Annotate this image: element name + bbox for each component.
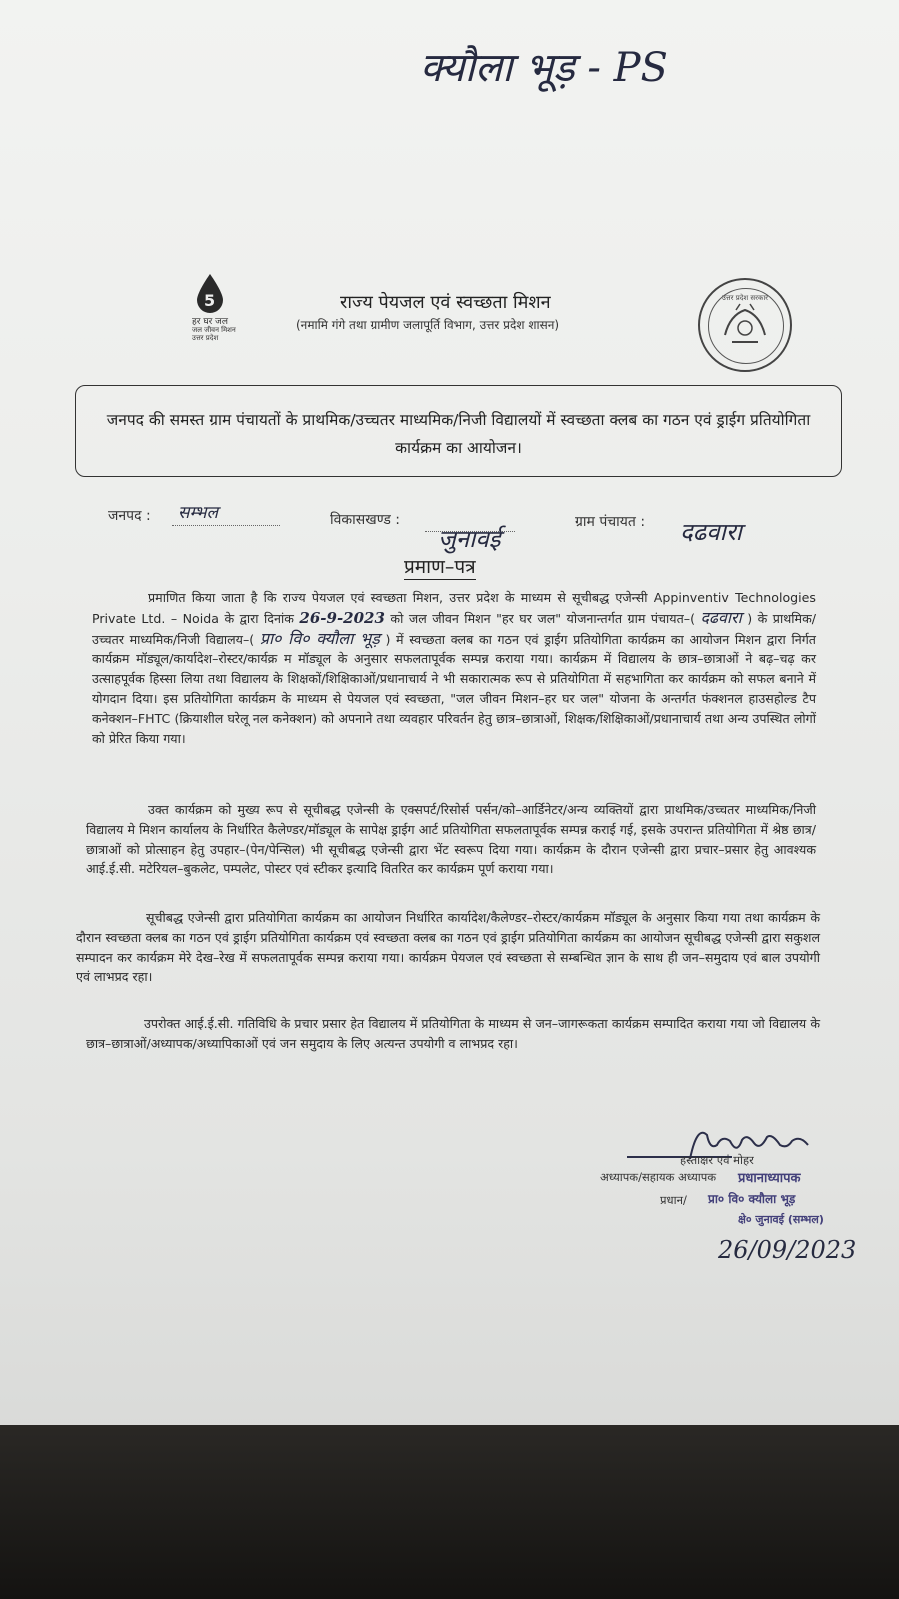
subject-box: जनपद की समस्त ग्राम पंचायतों के प्राथमिक/उच्चतर माध्यमिक/निजी विद्यालयों में स्वच्छता क्लब का गठन एवं ड्राईग प्रतियोगिता कार्यक्रम का आयोजन। [75, 385, 842, 477]
para1-text-b: को जल जीवन मिशन "हर घर जल" योजनान्तर्गत ग्राम पंचायत–( [390, 610, 695, 626]
gram-panchayat-label: ग्राम पंचायत : [575, 514, 646, 530]
janpad-label: जनपद : [108, 508, 151, 524]
vikaskhand-value: जुनावई [438, 525, 501, 553]
para1-text-d: ) में स्वच्छता क्लब का गठन एवं ड्राईग प्रतियोगिता कार्यक्रम का आयोजन मिशन द्वारा निर्गत कार्यक्रम मॉड्यूल/कार्यादेश–रोस्टर/कार्यक्र म मॉड्यूल के अनुसार सफलतापूर्वक सम्पन्न कराया गया। कार्यक्रम में विद्यालय के छात्र–छात्राओं ने बढ़–चढ़ कर उत्साहपूर्वक हिस्सा लिया तथा विद्यालय के शिक्षकों/शिक्षिकाओं/प्रधानाचार्य ने भी सकारात्मक रूप से प्रतियोगिता में सहभागिता कर कार्यक्रम को सफल बनाने में योगदान दिया। इस प्रतियोगिता कार्यक्रम के माध्यम से पेयजल एवं स्वच्छता, "जल जीवन मिशन–हर घर जल" योजना के अन्तर्गत फंक्शनल हाउसहोल्ड टैप कनेक्शन–FHTC (क्रियाशील घरेलू नल कनेक्शन) को अपनाने तथा व्यवहार परिवर्तन हेतु छात्र–छात्राओं, शिक्षक/शिक्षिकाओं/प्रधानाचार्य तथा अन्य उपस्थित लोगों को प्रेरित किया गया। [92, 631, 816, 746]
gram-panchayat-handwritten: दढवारा [700, 607, 742, 627]
logo-line-1: हर घर जल [192, 317, 228, 327]
principal-label: प्रधान/ [660, 1193, 687, 1207]
paragraph-1 [92, 588, 816, 748]
janpad-line [172, 524, 280, 526]
handwritten-header: क्यौला भूड़ - PS [420, 45, 668, 91]
school-name-handwritten: प्रा० वि० क्यौला भूड़ [259, 628, 380, 648]
seal-label: हस्ताक्षर एवं मोहर [680, 1153, 754, 1167]
stamp-headmaster: प्रधानाध्यापक [738, 1171, 801, 1186]
event-date-handwritten: 26-9-2023 [299, 608, 385, 627]
paragraph-4: उपरोक्त आई.ई.सी. गतिविधि के प्रचार प्रसार हेत विद्यालय में प्रतियोगिता के माध्यम से जन–जागरूकता कार्यक्रम सम्पादित कराया गया जो विद्यालय के छात्र–छात्राओं/अध्यापक/अध्यापिकाओं एवं जन समुदाय के लिए अत्यन्त उपयोगी व लाभप्रद रहा। [86, 1016, 820, 1051]
gram-panchayat-value: दढवारा [680, 518, 742, 546]
para1-text-a: प्रमाणित किया जाता है कि राज्य पेयजल एवं स्वच्छता मिशन, उत्तर प्रदेश के माध्यम से सूचीबद्ध एजेन्सी Appinventiv Technologies Private Ltd. – Noida के द्वारा दिनांक [92, 590, 816, 626]
para1-text-c: ) के प्राथमिक/उच्चतर माध्यमिक/निजी विद्यालय–( [92, 610, 816, 647]
certificate-title: प्रमाण–पत्र [404, 556, 476, 578]
stamp-school: प्रा० वि० क्यौला भूड़ [708, 1192, 796, 1206]
water-drop-logo-icon [193, 272, 227, 314]
janpad-value: सम्भल [178, 503, 219, 523]
department-title: राज्य पेयजल एवं स्वच्छता मिशन [340, 292, 551, 313]
teacher-label: अध्यापक/सहायक अध्यापक [600, 1170, 717, 1184]
up-government-seal-icon [698, 278, 792, 372]
logo-line-3: उत्तर प्रदेश [192, 334, 219, 342]
vikaskhand-label: विकासखण्ड : [330, 512, 401, 528]
seal-text: उत्तर प्रदेश सरकार [721, 294, 769, 302]
dark-background [0, 1425, 899, 1599]
logo-left-text [192, 318, 252, 342]
svg-text:5: 5 [204, 291, 216, 310]
signature-date: 26/09/2023 [718, 1236, 857, 1264]
department-subtitle: (नमामि गंगे तथा ग्रामीण जलापूर्ति विभाग, उत्तर प्रदेश शासन) [296, 318, 560, 332]
logo-line-2: जल जीवन मिशन [192, 326, 236, 334]
stamp-block: क्षे० जुनावई (सम्भल) [738, 1213, 824, 1226]
paragraph-3: सूचीबद्ध एजेन्सी द्वारा प्रतियोगिता कार्यक्रम का आयोजन निर्धारित कार्यादेश/कैलेण्डर–रोस्टर/कार्यक्रम मॉड्यूल के अनुसार किया गया तथा कार्यक्रम के दौरान स्वच्छता क्लब का गठन एवं ड्राईग प्रतियोगिता कार्यक्रम एवं स्वच्छता क्लब का गठन एवं ड्राईग प्रतियोगिता कार्यक्रम का आयोजन सूचीबद्ध एजेन्सी द्वारा सकुशल सम्पादन कर कार्यक्रम मेरे देख–रेख में सफलतापूर्वक सम्पन्न कराया गया। कार्यक्रम पेयजल एवं स्वच्छता से सम्बन्धित ज्ञान के साथ ही जन–समुदाय एवं बाल उपयोगी एवं लाभप्रद रहा। [76, 910, 820, 985]
paragraph-2: उक्त कार्यक्रम को मुख्य रूप से सूचीबद्ध एजेन्सी के एक्सपर्ट/रिसोर्स पर्सन/को–आर्डिनेटर/अन्य व्यक्तियों द्वारा प्राथमिक/उच्चतर माध्यमिक/निजी विद्यालय मे मिशन कार्यालय के निर्धारित कैलेण्डर/मॉड्यूल के सापेक्ष ड्राईग आर्ट प्रतियोगिता सफलतापूर्वक सम्पन्न कराई गई, इसके उपरान्त प्रतियोगिता में श्रेष्ठ छात्र/छात्राओं को प्रोत्साहन हेतु उपहार–(पेन/पेन्सिल) भी सूचीबद्ध एजेन्सी द्वारा भेंट स्वरूप दिया गया। कार्यक्रम के दौरान एजेन्सी द्वारा प्रचार–प्रसार हेतु आवश्यक आई.ई.सी. मटेरियल–बुकलेट, पम्पलेट, पोस्टर एवं स्टीकर इत्यादि वितरित कर कार्यक्रम पूर्ण कराया गया। [86, 802, 816, 877]
